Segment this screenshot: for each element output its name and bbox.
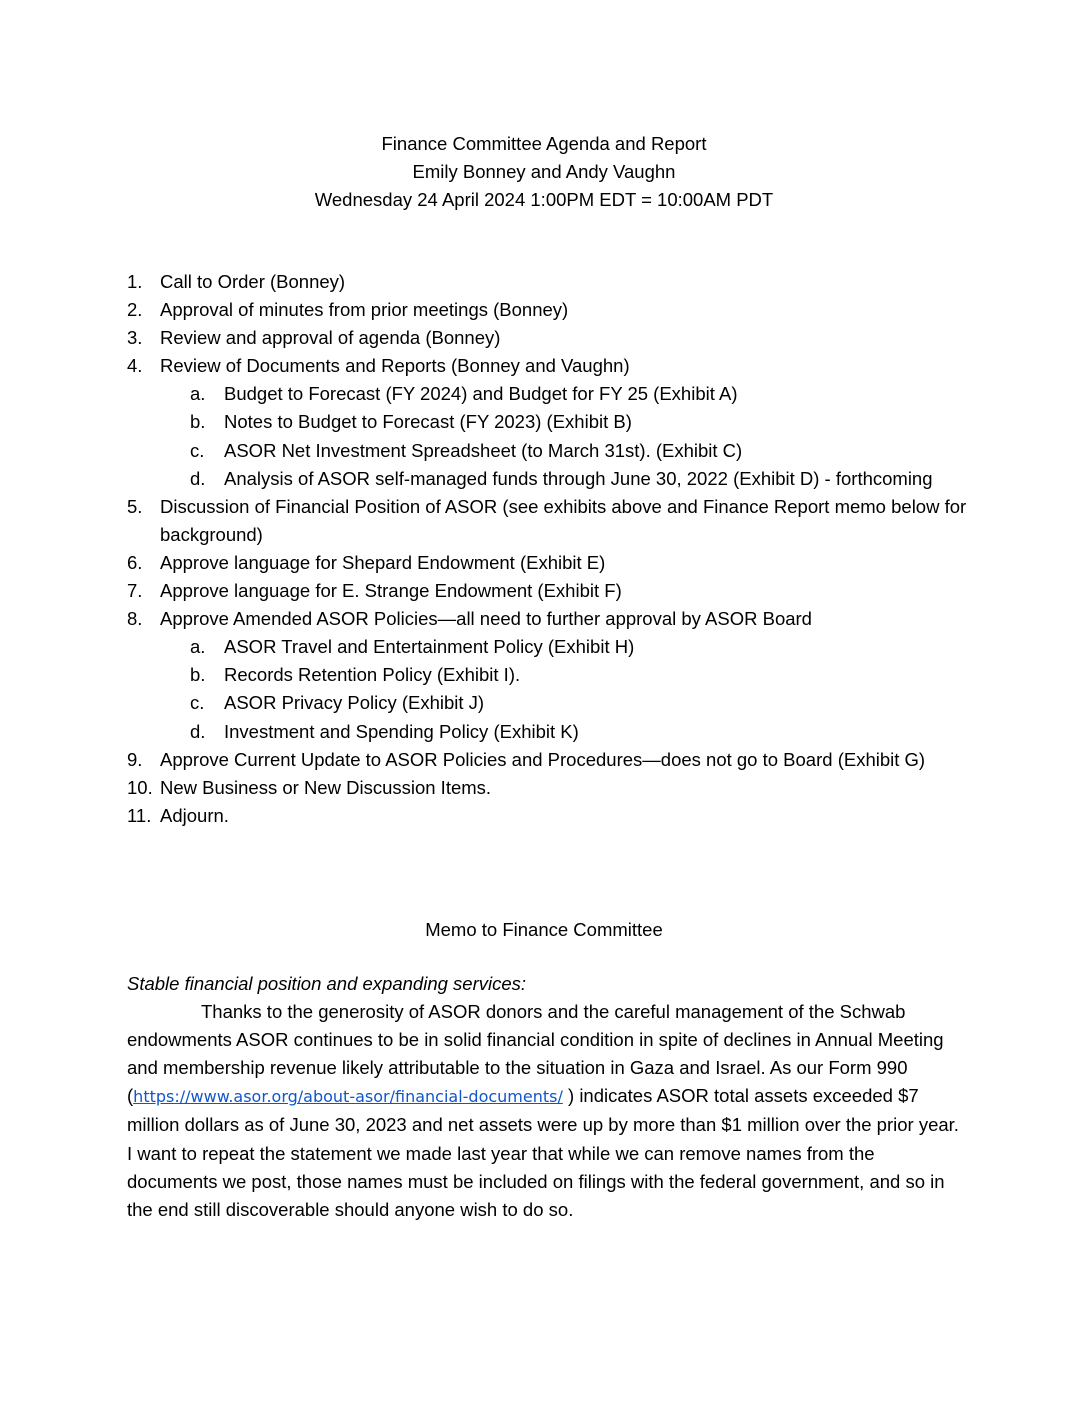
- agenda-subitem: [127, 661, 967, 689]
- memo-paragraph-text-2: ) indicates ASOR total assets exceeded $7 million dollars as of June 30, 2023 and net assets were up by more than $1 million over the prior year. I want to repeat the statement we made last year that while we can remove names from the documents we post, those names must be included on filings with the federal government, and so in the end still discoverable should anyone wish to do so.: [127, 1085, 959, 1220]
- agenda-item-number: 10.: [127, 776, 153, 798]
- agenda-subitem: [127, 465, 967, 493]
- agenda-item-number: 1.: [127, 271, 143, 292]
- agenda-item-number: 2.: [127, 299, 143, 321]
- financial-documents-link[interactable]: https://www.asor.org/about-asor/financial-documents/: [133, 1087, 563, 1107]
- meeting-datetime: Wednesday 24 April 2024 1:00PM EDT = 10:00AM PDT: [314, 189, 774, 210]
- agenda-subitem: [127, 633, 967, 661]
- agenda-item-text: Adjourn.: [160, 804, 229, 826]
- agenda-subitem: [127, 408, 967, 436]
- memo-heading: Stable financial position and expanding services:: [127, 973, 527, 994]
- agenda-item-text: New Business or New Discussion Items.: [160, 776, 492, 798]
- agenda-item-number: 8.: [127, 608, 143, 630]
- agenda-item: [127, 296, 967, 324]
- agenda-subitem-text: Notes to Budget to Forecast (FY 2023) (Exhibit B): [224, 411, 632, 433]
- agenda-item: [127, 324, 967, 352]
- agenda-item-text: Approval of minutes from prior meetings (Bonney): [160, 299, 569, 321]
- agenda-item-number: 6.: [127, 551, 143, 573]
- agenda-subitem-letter: d.: [190, 720, 206, 742]
- agenda-item-text: Approve language for Shepard Endowment (Exhibit E): [160, 551, 606, 573]
- agenda-item: [127, 802, 967, 830]
- agenda-item-text: Discussion of Financial Position of ASOR (see exhibits above and Finance Report memo below for background): [160, 495, 967, 545]
- agenda-list: [127, 268, 967, 830]
- document-header: [0, 130, 1088, 214]
- agenda-item: [127, 268, 967, 296]
- agenda-item: [127, 549, 967, 577]
- agenda-subitem-text: Analysis of ASOR self-managed funds through June 30, 2022 (Exhibit D) - forthcoming: [224, 467, 933, 489]
- agenda-subitem: [127, 437, 967, 465]
- agenda-subitem-text: Investment and Spending Policy (Exhibit K): [224, 720, 579, 742]
- agenda-subitem-letter: c.: [190, 692, 205, 714]
- agenda-subitem: [127, 689, 967, 717]
- agenda-subitem-text: ASOR Net Investment Spreadsheet (to March 31st). (Exhibit C): [224, 439, 743, 461]
- agenda-item-number: 11.: [127, 804, 152, 826]
- agenda-subitem-letter: b.: [190, 411, 206, 433]
- agenda-subitem-text: ASOR Privacy Policy (Exhibit J): [224, 692, 485, 714]
- agenda-item: [127, 493, 967, 549]
- agenda-subitem: [127, 380, 967, 408]
- agenda-item: [127, 605, 967, 633]
- agenda-subitem-letter: d.: [190, 467, 206, 489]
- agenda-subitem-text: Budget to Forecast (FY 2024) and Budget for FY 25 (Exhibit A): [224, 383, 738, 405]
- memo-paragraph-text-1: Thanks to the generosity of ASOR donors and the careful management of the Schwab endowments ASOR continues to be in solid financial condition in spite of declines in Annual Meeting and membership revenue likely attributable to the situation in Gaza and Israel. As our Form 990 (: [127, 1001, 944, 1107]
- document-authors: Emily Bonney and Andy Vaughn: [412, 161, 676, 182]
- agenda-subitem: [127, 718, 967, 746]
- agenda-subitem-letter: c.: [190, 439, 205, 461]
- agenda-item-number: 9.: [127, 748, 143, 770]
- agenda-subitem-letter: a.: [190, 636, 206, 658]
- agenda-item: [127, 352, 967, 380]
- agenda-item-text: Call to Order (Bonney): [160, 271, 346, 292]
- agenda-item-text: Review and approval of agenda (Bonney): [160, 327, 501, 349]
- agenda-item-text: Approve Current Update to ASOR Policies and Procedures—does not go to Board (Exhibit G): [160, 748, 926, 770]
- agenda-item-text: Approve language for E. Strange Endowment (Exhibit F): [160, 580, 622, 602]
- agenda-item-text: Approve Amended ASOR Policies—all need to further approval by ASOR Board: [160, 608, 812, 630]
- document-title: Finance Committee Agenda and Report: [381, 133, 707, 154]
- agenda-subitem-letter: b.: [190, 664, 206, 686]
- agenda-item-number: 3.: [127, 327, 143, 349]
- agenda-subitem-text: Records Retention Policy (Exhibit I).: [224, 664, 521, 686]
- agenda-subitem-letter: a.: [190, 383, 206, 405]
- agenda-item: [127, 746, 967, 774]
- agenda-item-text: Review of Documents and Reports (Bonney and Vaughn): [160, 355, 630, 377]
- agenda-subitem-text: ASOR Travel and Entertainment Policy (Exhibit H): [224, 636, 635, 658]
- agenda-item: [127, 577, 967, 605]
- agenda-item-number: 5.: [127, 495, 143, 517]
- agenda-item-number: 4.: [127, 355, 143, 377]
- agenda-item-number: 7.: [127, 580, 143, 602]
- memo-paragraph: [127, 998, 959, 1224]
- agenda-item: [127, 774, 967, 802]
- memo-body: [127, 970, 959, 1224]
- memo-title: Memo to Finance Committee: [425, 919, 663, 940]
